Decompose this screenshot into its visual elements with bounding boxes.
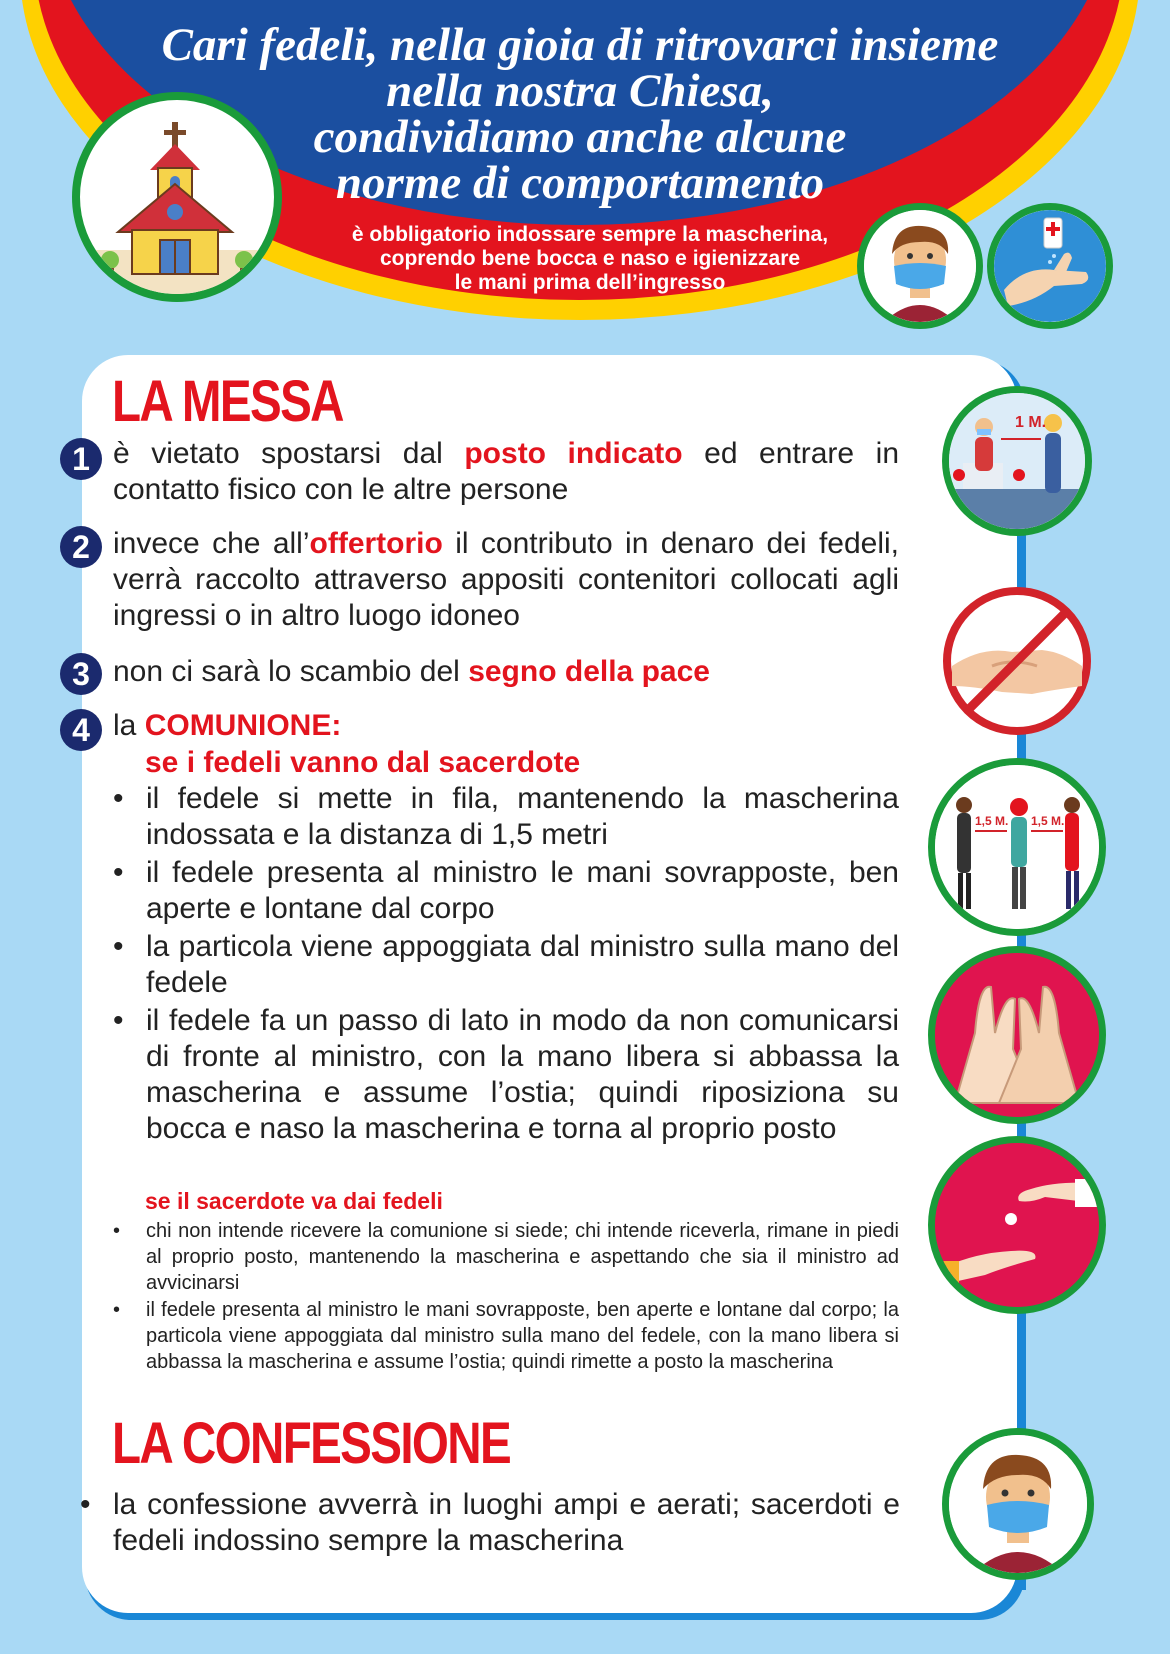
- text: la: [113, 709, 145, 742]
- header-title: [161, 19, 999, 209]
- open-hands-icon: [928, 946, 1106, 1124]
- distance-label: 1,5 M.: [1031, 814, 1065, 828]
- header-title-line: nella nostra Chiesa,: [386, 65, 774, 117]
- notice-line: è obbligatorio indossare sempre la mascherina,: [351, 223, 829, 246]
- subheading-fedeli-vanno: se i fedeli vanno dal sacerdote: [145, 746, 581, 779]
- list-item: • il fedele presenta al ministro le mani sovrapposte, ben aperte e lontane dal corpo: [113, 855, 899, 927]
- item-number-3: 3: [60, 653, 102, 695]
- section-title-messa: LA MESSA: [112, 369, 343, 434]
- header-title-line: norme di comportamento: [335, 157, 825, 209]
- subheading-sacerdote-va: se il sacerdote va dai fedeli: [145, 1188, 443, 1214]
- distance-label: 1 M.: [1015, 414, 1047, 431]
- highlight: COMUNIONE:: [144, 709, 342, 742]
- hand-sanitizer-icon: [987, 203, 1113, 329]
- list-item: • la confessione avverrà in luoghi ampi e aerati; sacerdoti e fedeli indossino sempre la mascherina: [80, 1487, 900, 1559]
- messa-item-4: [113, 708, 899, 744]
- mask-person-icon: [942, 1428, 1094, 1580]
- church-icon: [72, 92, 282, 302]
- header-mask-notice: [280, 223, 900, 295]
- item-number-4: 4: [60, 709, 102, 751]
- highlight: offertorio: [309, 527, 443, 560]
- header-title-line: Cari fedeli, nella gioia di ritrovarci insieme: [161, 19, 999, 71]
- notice-line: le mani prima dell’ingresso: [454, 271, 726, 294]
- list-item: • il fedele si mette in fila, mantenendo la mascherina indossata e la distanza di 1,5 metri: [113, 781, 899, 853]
- list-item: • il fedele presenta al ministro le mani sovrapposte, ben aperte e lontane dal corpo; la particola viene appoggiata dal ministro sulla mano del fedele, con la mano libera si abbassa la mascherina e assume l’ostia; quindi rimette a posto la mascherina: [113, 1297, 899, 1375]
- text: il contributo in denaro dei fedeli, verrà raccolto attraverso appositi contenitori collocati agli ingressi o in altro luogo idoneo: [113, 527, 899, 632]
- highlight: posto indicato: [464, 437, 683, 470]
- messa-item-3: [113, 654, 899, 690]
- no-handshake-icon: [942, 586, 1092, 736]
- messa-item-2: [113, 526, 899, 634]
- distance-label: 1,5 M.: [975, 814, 1009, 828]
- distance-1m-icon: [942, 386, 1092, 536]
- text: è vietato spostarsi dal: [113, 437, 465, 470]
- distance-1-5m-queue-icon: [928, 758, 1106, 936]
- section-title-confessione: LA CONFESSIONE: [112, 1411, 511, 1476]
- text: invece che all’: [113, 527, 310, 560]
- header-title-line: condividiamo anche alcune: [313, 111, 847, 163]
- notice-line: coprendo bene bocca e naso e igienizzare: [379, 247, 801, 270]
- highlight: segno della pace: [468, 655, 710, 688]
- text: non ci sarà lo scambio del: [113, 655, 469, 688]
- list-item: • la particola viene appoggiata dal ministro sulla mano del fedele: [113, 929, 899, 1001]
- mask-person-icon: [857, 203, 983, 329]
- text: ed entrare in contatto fisico con le altre persone: [113, 437, 899, 506]
- item-number-1: 1: [60, 438, 102, 480]
- item-number-2: 2: [60, 526, 102, 568]
- list-item: • il fedele fa un passo di lato in modo da non comunicarsi di fronte al ministro, con la mano libera si abbassa la mascherina e assume l’ostia; quindi riposiziona su bocca e naso la mascherina e torna al proprio posto: [113, 1003, 899, 1147]
- messa-item-1: [113, 436, 899, 508]
- list-item: • chi non intende ricevere la comunione si siede; chi intende riceverla, rimane in piedi al proprio posto, mantenendo la mascherina e aspettando che sia il ministro ad avvicinarsi: [113, 1218, 899, 1296]
- host-on-hand-icon: [928, 1136, 1106, 1314]
